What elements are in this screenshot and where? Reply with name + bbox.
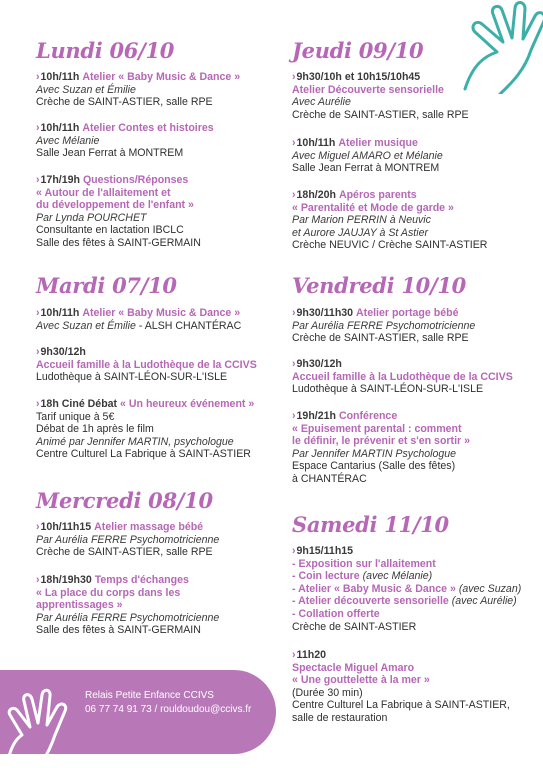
day-title-mercredi: Mercredi 08/10 [36,488,213,513]
event-lundi-1: ›10h/11h Atelier « Baby Music & Dance » Avec Suzan et Émilie Crèche de SAINT-ASTIER, salle RPE [36,71,241,109]
event-lundi-3: ›17h/19h Questions/Réponses « Autour de l'allaitement et du développement de l'enfant » Par Lynda POURCHET Consultante en lactation IBCLC Salle des fêtes à SAINT-GERMAIN [36,174,201,249]
footer-contact [85,689,251,717]
event-jeudi-2: ›10h/11h Atelier musique Avec Miguel AMARO et Mélanie Salle Jean Ferrat à MONTREM [292,137,443,175]
day-title-mardi: Mardi 07/10 [36,273,177,298]
chevron-right-icon: › [292,545,296,557]
day-title-jeudi: Jeudi 09/10 [292,38,424,63]
event-vendredi-1: ›9h30/11h30 Atelier portage bébé Par Aurélia FERRE Psychomotricienne Crèche de SAINT-ASTIER, salle RPE [292,307,476,345]
day-title-lundi: Lundi 06/10 [36,38,175,63]
chevron-right-icon: › [36,574,40,586]
event-mardi-3: ›18h Ciné Débat « Un heureux événement » Tarif unique à 5€ Débat de 1h après le film Animé par Jennifer MARTIN, psychologue Centre Culturel La Fabrique à SAINT-ASTIER [36,398,255,461]
chevron-right-icon: › [36,398,40,410]
event-jeudi-3: ›18h/20h Apéros parents « Parentalité et Mode de garde » Par Marion PERRIN à Neuvic et Aurore JAUJAY à St Astier Crèche NEUVIC / Crèche SAINT-ASTIER [292,189,488,252]
chevron-right-icon: › [292,137,296,149]
chevron-right-icon: › [292,410,296,422]
chevron-right-icon: › [292,307,296,319]
event-vendredi-2: ›9h30/12h Accueil famille à la Ludothèque de la CCIVS Ludothèque à SAINT-LÉON-SUR-L'ISLE [292,358,513,396]
event-mardi-2: ›9h30/12h Accueil famille à la Ludothèque de la CCIVS Ludothèque à SAINT-LÉON-SUR-L'ISLE [36,346,257,384]
chevron-right-icon: › [36,346,40,358]
event-samedi-2: ›11h20 Spectacle Miguel Amaro « Une gouttelette à la mer » (Durée 30 min) Centre Culturel La Fabrique à SAINT-ASTIER, salle de restauration [292,649,510,724]
chevron-right-icon: › [292,358,296,370]
chevron-right-icon: › [292,189,296,201]
event-mardi-1: ›10h/11h Atelier « Baby Music & Dance » Avec Suzan et Émilie - ALSH CHANTÉRAC [36,307,242,332]
event-lundi-2: ›10h/11h Atelier Contes et histoires Avec Mélanie Salle Jean Ferrat à MONTREM [36,122,214,160]
chevron-right-icon: › [36,307,40,319]
footer-org: Relais Petite Enfance CCIVS [85,690,214,701]
event-jeudi-1: ›9h30/10h et 10h15/10h45 Atelier Découverte sensorielle Avec Aurélie Crèche de SAINT-ASTIER, salle RPE [292,71,469,121]
chevron-right-icon: › [36,174,40,186]
footer-phone-email: 06 77 74 91 73 / rouldoudou@ccivs.fr [85,704,252,715]
chevron-right-icon: › [36,521,40,533]
event-mercredi-2: ›18h/19h30 Temps d'échanges « La place du corps dans les apprentissages » Par Aurélia FERRE Psychomotricienne Salle des fêtes à SAINT-GERMAIN [36,574,220,637]
event-vendredi-3: ›19h/21h Conférence « Epuisement parental : comment le définir, le prévenir et s'en sortir » Par Jennifer MARTIN Psychologue Espace Cantarius (Salle des fêtes) à CHANTÉRAC [292,410,470,485]
chevron-right-icon: › [36,122,40,134]
chevron-right-icon: › [36,71,40,83]
hand-outline-icon [0,675,80,768]
chevron-right-icon: › [292,71,296,83]
day-title-samedi: Samedi 11/10 [292,512,449,537]
event-mercredi-1: ›10h/11h15 Atelier massage bébé Par Aurélia FERRE Psychomotricienne Crèche de SAINT-ASTIER, salle RPE [36,521,220,559]
chevron-right-icon: › [292,649,296,661]
day-title-vendredi: Vendredi 10/10 [292,273,466,298]
event-samedi-1: ›9h15/11h15 - Exposition sur l'allaitement - Coin lecture (avec Mélanie) - Atelier « Baby Music & Dance » (avec Suzan) - Atelier découverte sensorielle (avec Aurélie) - Collation offerte Crèche de SAINT-ASTIER [292,545,522,633]
